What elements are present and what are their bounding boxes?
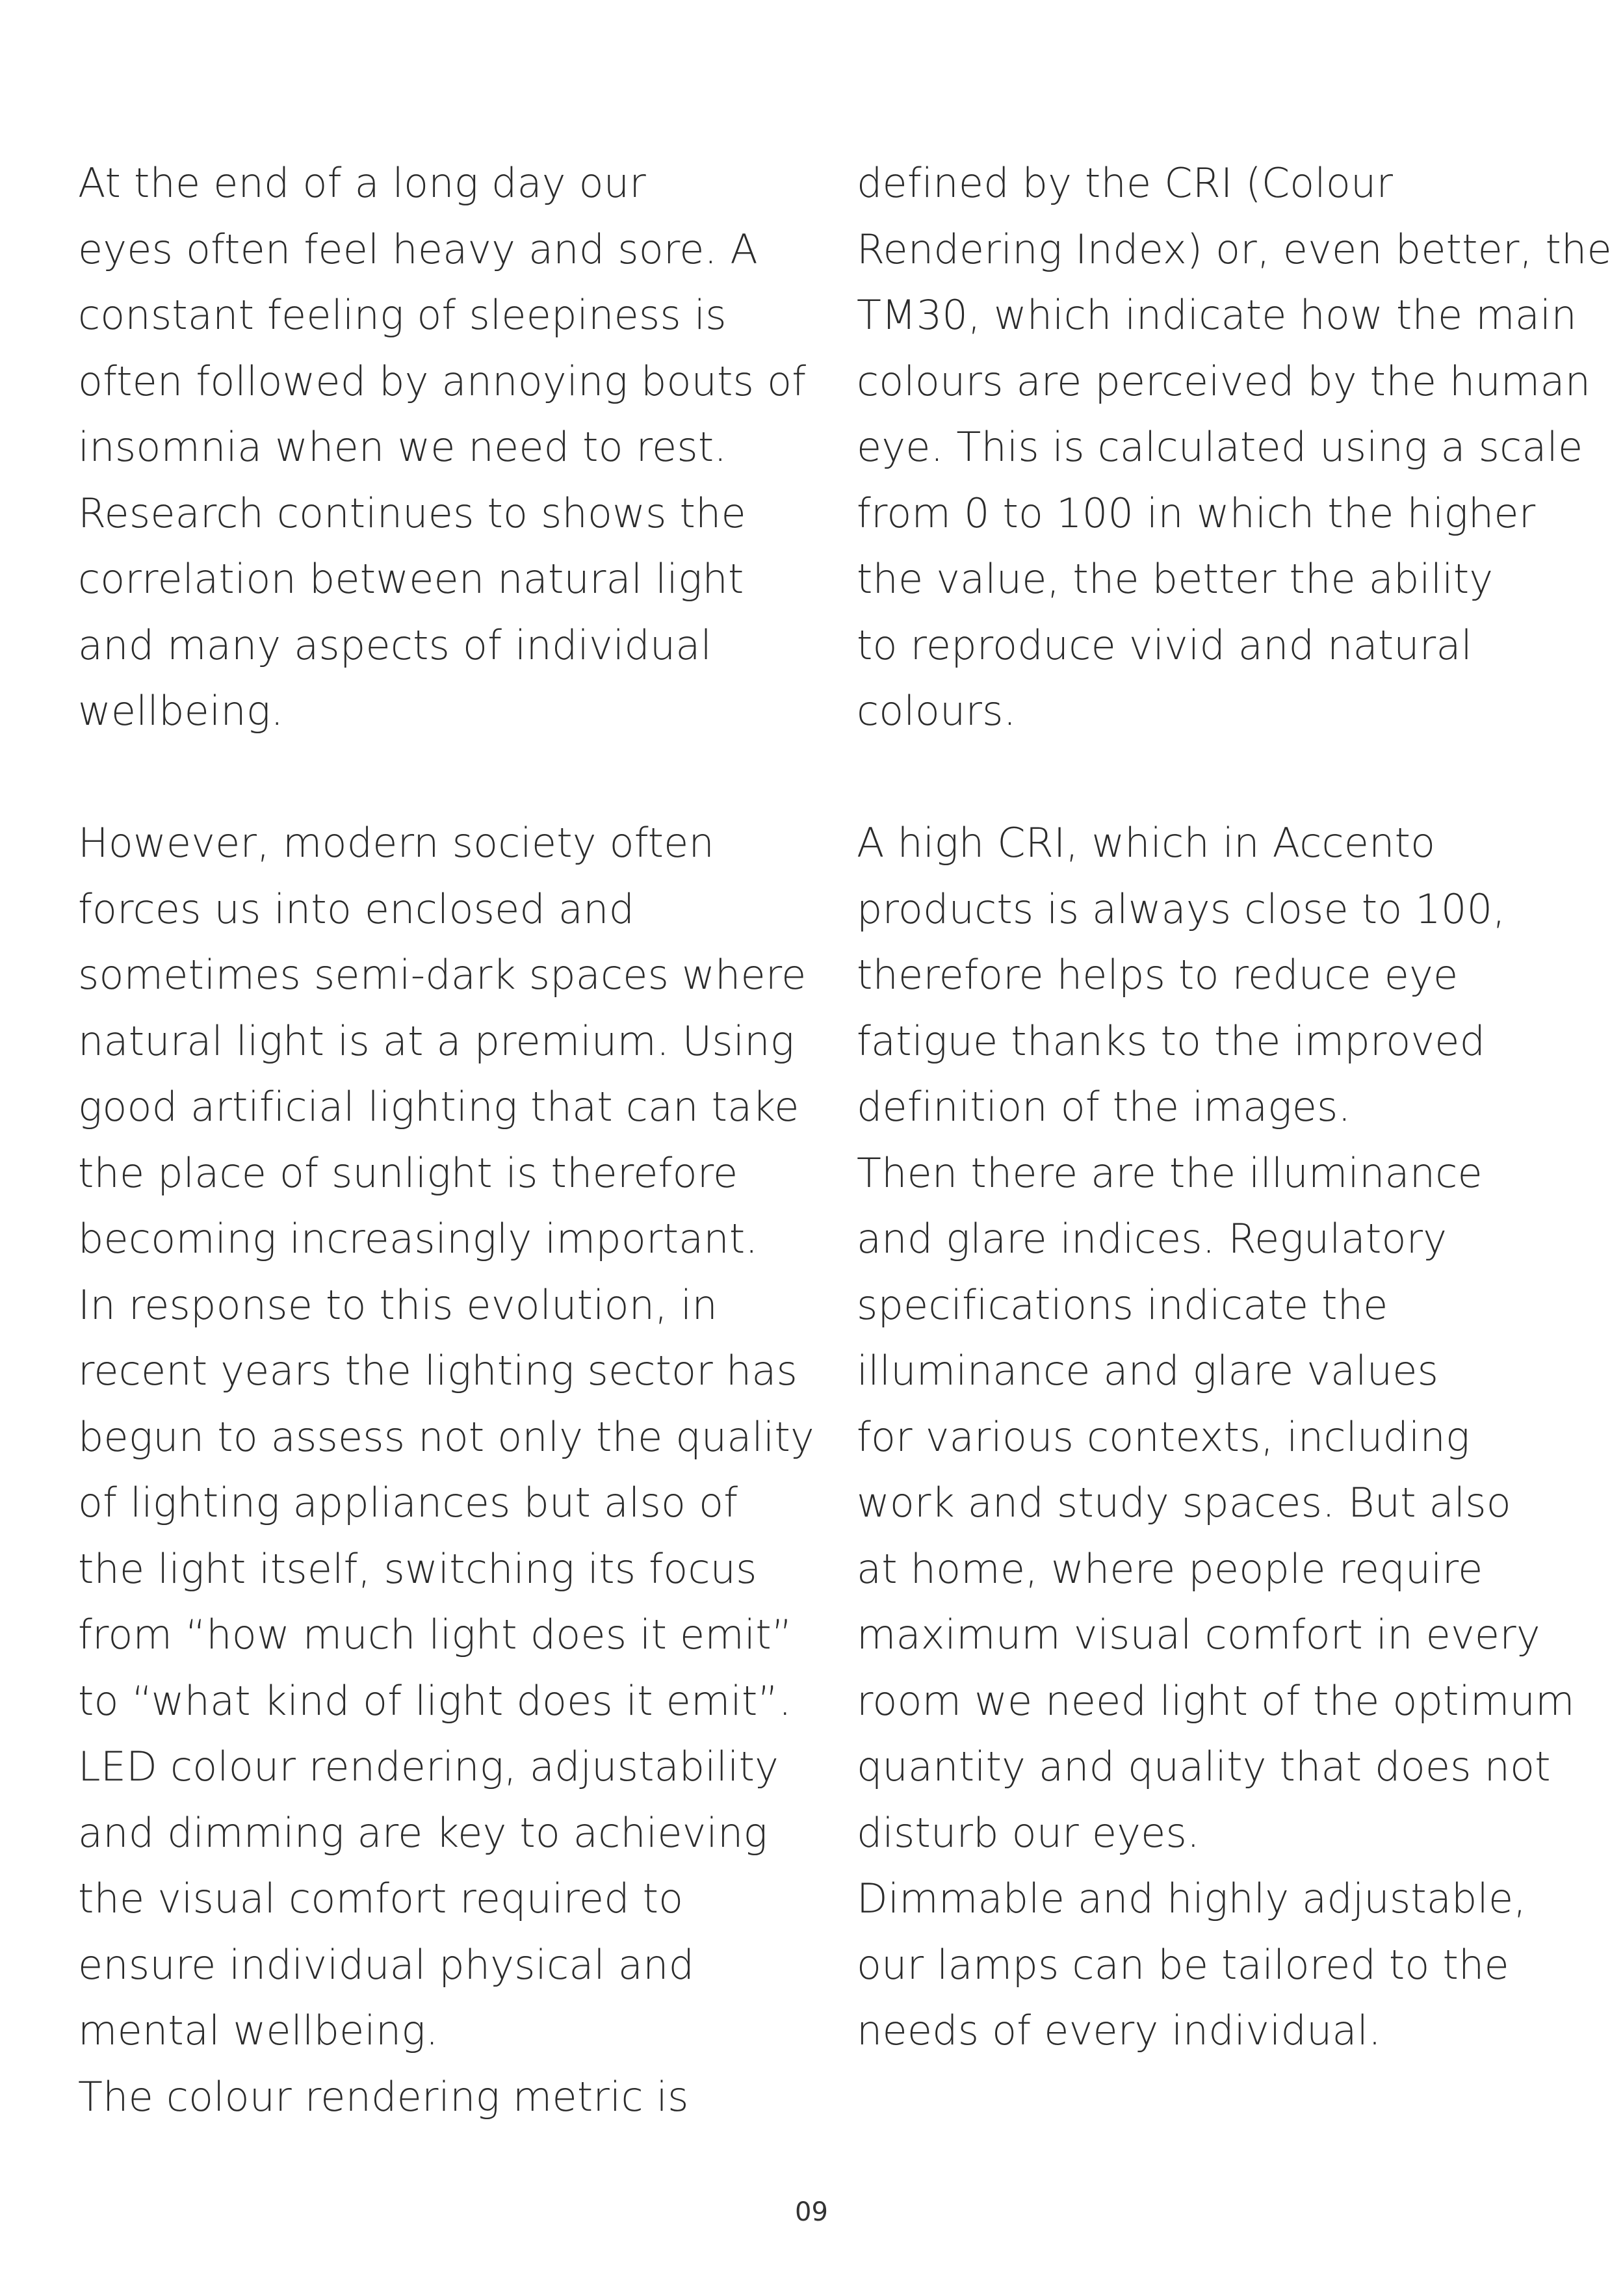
text-line: definition of the images.: [857, 1083, 1351, 1130]
text-line: colours.: [857, 687, 1017, 735]
text-line: forces us into enclosed and: [78, 885, 635, 933]
text-line: and many aspects of individual: [78, 621, 712, 669]
text-line: colours are perceived by the human: [857, 357, 1591, 405]
text-line: mental wellbeing.: [78, 2007, 439, 2054]
text-line: often followed by annoying bouts of: [78, 357, 807, 405]
text-line: specifications indicate the: [857, 1281, 1388, 1329]
text-line: our lamps can be tailored to the: [857, 1940, 1509, 1989]
right-paragraph-2: [857, 810, 1591, 2064]
text-line: However, modern society often: [78, 819, 715, 867]
text-line: from “how much light does it emit”: [78, 1611, 793, 1658]
text-line: for various contexts, including: [857, 1413, 1470, 1461]
text-line: At the end of a long day our: [78, 159, 646, 207]
text-line: fatigue thanks to the improved: [857, 1017, 1486, 1065]
text-line: Research continues to shows the: [78, 489, 746, 537]
text-line: and glare indices. Regulatory: [857, 1215, 1448, 1262]
text-line: from 0 to 100 in which the higher: [857, 489, 1536, 537]
text-line: quantity and quality that does not: [857, 1743, 1551, 1790]
text-line: Rendering Index) or, even better, the: [857, 225, 1612, 273]
text-line: begun to assess not only the quality: [78, 1413, 814, 1461]
text-line: good artificial lighting that can take: [78, 1083, 799, 1130]
text-line: In response to this evolution, in: [78, 1281, 718, 1329]
text-line: of lighting appliances but also of: [78, 1479, 738, 1526]
text-line: the value, the better the ability: [857, 555, 1494, 603]
left-paragraph-1: [78, 150, 812, 744]
text-line: to reproduce vivid and natural: [857, 621, 1473, 669]
text-line: eye. This is calculated using a scale: [857, 423, 1583, 471]
text-line: becoming increasingly important.: [78, 1215, 759, 1262]
text-line: illuminance and glare values: [857, 1347, 1439, 1394]
text-line: at home, where people require: [857, 1545, 1483, 1593]
text-line: Dimmable and highly adjustable,: [857, 1875, 1527, 1922]
text-line: to “what kind of light does it emit”.: [78, 1676, 792, 1725]
text-line: therefore helps to reduce eye: [857, 951, 1459, 998]
paragraph-gap: [78, 744, 812, 811]
text-line: disturb our eyes.: [857, 1808, 1200, 1857]
text-line: insomnia when we need to rest.: [78, 423, 727, 471]
text-line: recent years the lighting sector has: [78, 1347, 798, 1394]
text-line: room we need light of the optimum: [857, 1676, 1575, 1725]
text-line: maximum visual comfort in every: [857, 1611, 1540, 1658]
text-line: and dimming are key to achieving: [78, 1808, 768, 1857]
text-line: TM30, which indicate how the main: [857, 291, 1577, 339]
text-line: constant feeling of sleepiness is: [78, 291, 727, 339]
text-line: ensure individual physical and: [78, 1940, 695, 1989]
text-line: LED colour rendering, adjustability: [78, 1743, 779, 1790]
text-line: the visual comfort required to: [78, 1875, 684, 1922]
text-line: correlation between natural light: [78, 555, 744, 603]
text-line: wellbeing.: [78, 687, 284, 735]
text-line: The colour rendering metric is: [78, 2072, 689, 2120]
text-line: eyes often feel heavy and sore. A: [78, 225, 758, 273]
text-line: the place of sunlight is therefore: [78, 1149, 738, 1197]
text-line: A high CRI, which in Accento: [857, 819, 1436, 867]
right-column: [857, 150, 1612, 2064]
text-line: the light itself, switching its focus: [78, 1545, 757, 1593]
text-line: Then there are the illuminance: [857, 1149, 1483, 1197]
text-line: products is always close to 100,: [857, 885, 1506, 933]
right-paragraph-1: [857, 150, 1612, 744]
text-line: work and study spaces. But also: [857, 1479, 1511, 1526]
left-paragraph-2: [78, 810, 812, 2130]
text-line: sometimes semi-dark spaces where: [78, 951, 807, 998]
text-line: natural light is at a premium. Using: [78, 1017, 795, 1065]
text-line: defined by the CRI (Colour: [857, 159, 1394, 207]
page-number: 09: [795, 2197, 828, 2227]
text-line: needs of every individual.: [857, 2007, 1382, 2054]
paragraph-gap: [857, 744, 1591, 811]
left-column: [78, 150, 812, 2130]
